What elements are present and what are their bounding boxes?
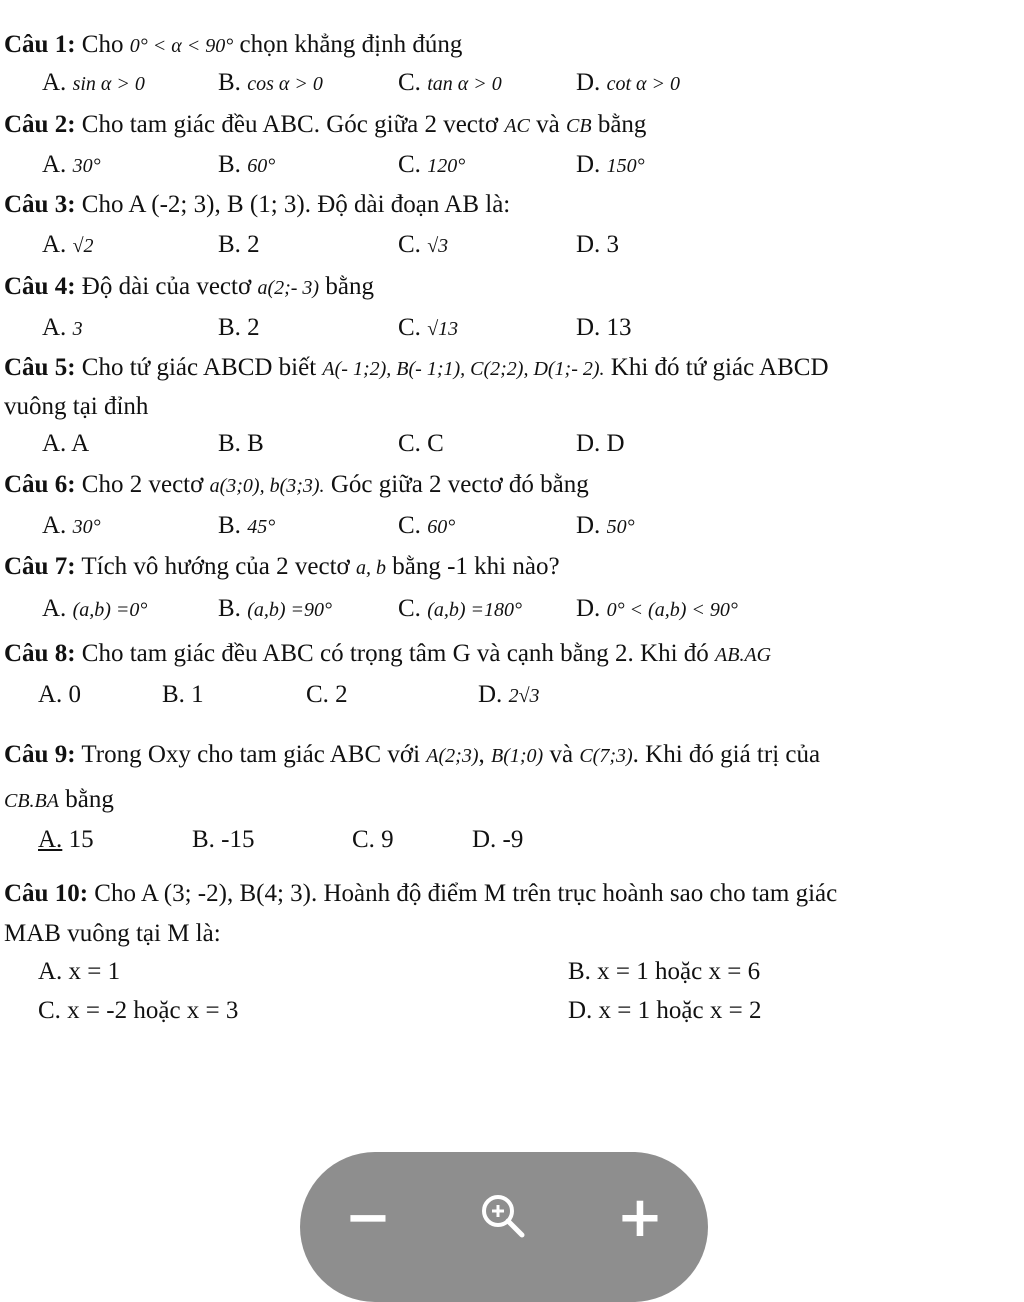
question-2: Câu 2: Cho tam giác đều ABC. Góc giữa 2 vectơ AC và CB bằng	[4, 111, 647, 138]
q5-option-c: C. C	[398, 430, 444, 457]
q3-option-d: D. 3	[576, 231, 620, 258]
q6-option-d: D. 50°	[576, 512, 635, 539]
q8-option-a: A. 0	[38, 681, 82, 708]
q6-option-c: C. 60°	[398, 512, 456, 539]
q2-option-a: A. 30°	[42, 151, 101, 178]
q5-option-d: D. D	[576, 430, 625, 457]
zoom-out-button[interactable]: −	[344, 1184, 392, 1250]
q4-option-d: D. 13	[576, 314, 632, 341]
question-8: Câu 8: Cho tam giác đều ABC có trọng tâm G và cạnh bằng 2. Khi đó AB.AG	[4, 640, 772, 667]
q8-option-c: C. 2	[306, 681, 348, 708]
zoom-in-button[interactable]: +	[616, 1184, 664, 1250]
question-3: Câu 3: Cho A (-2; 3), B (1; 3). Độ dài đoạn AB là:	[4, 191, 511, 218]
q10-option-d: D. x = 1 hoặc x = 2	[568, 997, 762, 1024]
zoom-reset-button[interactable]	[464, 1182, 544, 1252]
q1-option-a: A. sin α > 0	[42, 69, 145, 96]
q9-option-b: B. -15	[192, 826, 255, 853]
question-7: Câu 7: Tích vô hướng của 2 vectơ a, b bằng -1 khi nào?	[4, 553, 560, 580]
q5-option-a: A. A	[42, 430, 90, 457]
question-10: Câu 10: Cho A (3; -2), B(4; 3). Hoành độ điểm M trên trục hoành sao cho tam giác	[4, 880, 838, 907]
question-5-line-2: vuông tại đỉnh	[4, 393, 149, 420]
q4-option-a: A. 3	[42, 314, 83, 341]
q3-option-a: A. √2	[42, 231, 94, 258]
question-10-line-2: MAB vuông tại M là:	[4, 920, 221, 947]
q10-option-b: B. x = 1 hoặc x = 6	[568, 958, 761, 985]
q2-option-b: B. 60°	[218, 151, 276, 178]
q4-option-b: B. 2	[218, 314, 260, 341]
q1-option-c: C. tan α > 0	[398, 69, 502, 96]
q7-option-d: D. 0° < (a,b) < 90°	[576, 595, 738, 622]
q8-option-b: B. 1	[162, 681, 204, 708]
q9-option-d: D. -9	[472, 826, 524, 853]
q7-option-a: A. (a,b) =0°	[42, 595, 148, 622]
q1-option-d: D. cot α > 0	[576, 69, 680, 96]
q7-option-c: C. (a,b) =180°	[398, 595, 523, 622]
q3-option-b: B. 2	[218, 231, 260, 258]
q2-option-c: C. 120°	[398, 151, 466, 178]
q3-option-c: C. √3	[398, 231, 449, 258]
q9-option-a: A. 15	[38, 826, 94, 853]
zoom-control-bar	[300, 1152, 708, 1302]
question-9: Câu 9: Trong Oxy cho tam giác ABC với A(2;3), B(1;0) và C(7;3). Khi đó giá trị của	[4, 741, 821, 768]
zoom-magnifier-icon	[476, 1189, 532, 1245]
question-4: Câu 4: Độ dài của vectơ a(2;- 3) bằng	[4, 273, 374, 300]
question-9-line-2: CB.BA bằng	[4, 786, 114, 813]
q4-option-c: C. √13	[398, 314, 459, 341]
q8-option-d: D. 2√3	[478, 681, 540, 708]
q6-option-b: B. 45°	[218, 512, 276, 539]
q1-option-b: B. cos α > 0	[218, 69, 323, 96]
q10-option-c: C. x = -2 hoặc x = 3	[38, 997, 239, 1024]
question-1: Câu 1: Cho 0° < α < 90° chọn khẳng định đúng	[4, 31, 463, 58]
q10-option-a: A. x = 1	[38, 958, 121, 985]
q2-option-d: D. 150°	[576, 151, 645, 178]
q6-option-a: A. 30°	[42, 512, 101, 539]
q5-option-b: B. B	[218, 430, 264, 457]
q7-option-b: B. (a,b) =90°	[218, 595, 333, 622]
question-5: Câu 5: Cho tứ giác ABCD biết A(- 1;2), B(- 1;1), C(2;2), D(1;- 2). Khi đó tứ giác ABCD	[4, 354, 829, 381]
question-6: Câu 6: Cho 2 vectơ a(3;0), b(3;3). Góc giữa 2 vectơ đó bằng	[4, 471, 589, 498]
q9-option-c: C. 9	[352, 826, 394, 853]
